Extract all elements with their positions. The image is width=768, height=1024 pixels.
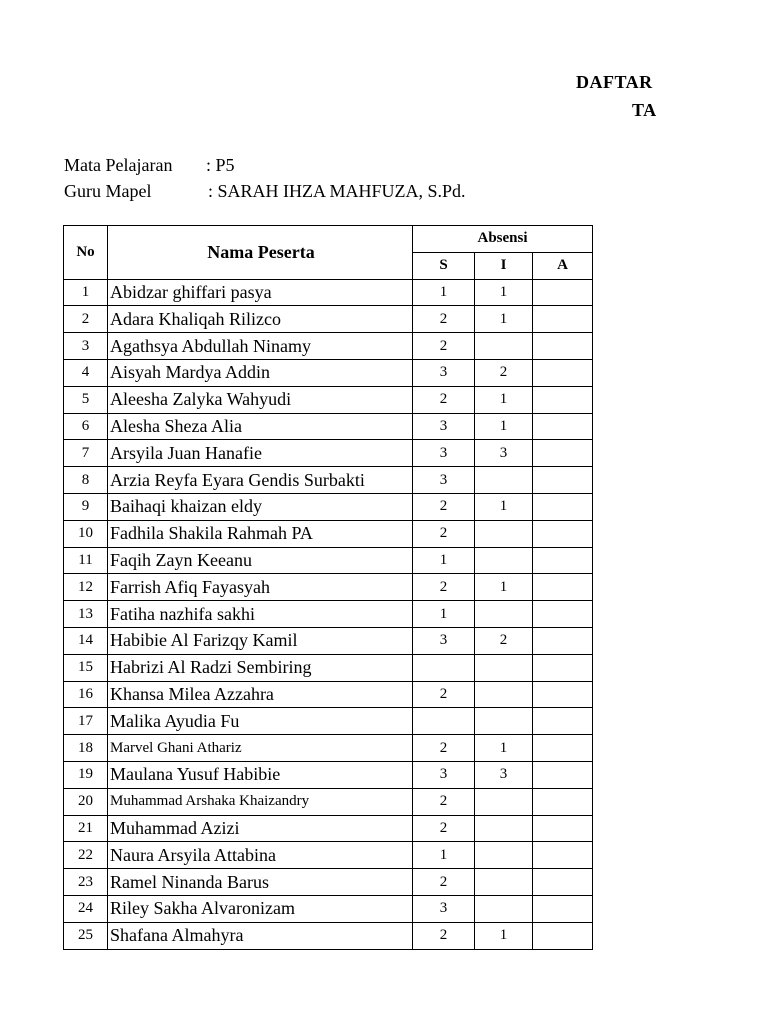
subject-row [64,155,235,176]
table-row [64,869,593,896]
row-number: 17 [64,708,108,735]
absent-count [533,386,593,413]
row-number: 8 [64,467,108,494]
student-name: Adara Khaliqah Rilizco [108,306,413,333]
row-number: 12 [64,574,108,601]
absent-count [533,601,593,628]
student-name: Muhammad Arshaka Khaizandry [108,788,413,815]
table-body [64,279,593,949]
row-number: 21 [64,815,108,842]
teacher-value: : SARAH IHZA MAHFUZA, S.Pd. [208,181,466,201]
sick-count [413,654,475,681]
sick-count [413,708,475,735]
table-row [64,547,593,574]
student-name: Aisyah Mardya Addin [108,359,413,386]
permit-count: 1 [475,413,533,440]
row-number: 2 [64,306,108,333]
absent-count [533,574,593,601]
sick-count: 3 [413,413,475,440]
absent-count [533,279,593,306]
absent-count [533,306,593,333]
absent-count [533,922,593,949]
row-number: 6 [64,413,108,440]
row-number: 23 [64,869,108,896]
row-number: 13 [64,601,108,628]
table-row [64,735,593,762]
table-row [64,306,593,333]
student-name: Baihaqi khaizan eldy [108,493,413,520]
absent-count [533,788,593,815]
permit-count: 2 [475,359,533,386]
subject-value: : P5 [206,155,235,175]
sick-count: 3 [413,627,475,654]
permit-count [475,895,533,922]
student-name: Naura Arsyila Attabina [108,842,413,869]
sick-count: 3 [413,761,475,788]
absent-count [533,654,593,681]
student-name: Fadhila Shakila Rahmah PA [108,520,413,547]
permit-count [475,547,533,574]
row-number: 22 [64,842,108,869]
sick-count: 2 [413,788,475,815]
header-no: No [64,226,108,280]
table-row [64,761,593,788]
table-row [64,493,593,520]
table-row [64,708,593,735]
table-row [64,815,593,842]
row-number: 25 [64,922,108,949]
absent-count [533,869,593,896]
table-row [64,627,593,654]
table-row [64,279,593,306]
header-absensi: Absensi [413,226,593,253]
row-number: 14 [64,627,108,654]
row-number: 24 [64,895,108,922]
table-row [64,654,593,681]
student-name: Muhammad Azizi [108,815,413,842]
absent-count [533,520,593,547]
sick-count: 3 [413,895,475,922]
permit-count: 1 [475,306,533,333]
student-name: Fatiha nazhifa sakhi [108,601,413,628]
row-number: 16 [64,681,108,708]
permit-count [475,869,533,896]
permit-count [475,333,533,360]
sick-count: 3 [413,467,475,494]
row-number: 19 [64,761,108,788]
sick-count: 2 [413,869,475,896]
sick-count: 2 [413,922,475,949]
sick-count: 2 [413,574,475,601]
table-row [64,601,593,628]
permit-count: 1 [475,574,533,601]
table-row [64,574,593,601]
student-name: Habibie Al Farizqy Kamil [108,627,413,654]
sick-count: 2 [413,815,475,842]
student-name: Maulana Yusuf Habibie [108,761,413,788]
sick-count: 2 [413,386,475,413]
permit-count [475,654,533,681]
absent-count [533,467,593,494]
student-name: Habrizi Al Radzi Sembiring [108,654,413,681]
student-name: Marvel Ghani Athariz [108,735,413,762]
student-name: Alesha Sheza Alia [108,413,413,440]
table-row [64,895,593,922]
sick-count: 1 [413,842,475,869]
permit-count: 1 [475,493,533,520]
table-row [64,413,593,440]
student-name: Abidzar ghiffari pasya [108,279,413,306]
row-number: 3 [64,333,108,360]
permit-count [475,842,533,869]
permit-count: 1 [475,735,533,762]
permit-count: 1 [475,279,533,306]
sick-count: 1 [413,601,475,628]
row-number: 10 [64,520,108,547]
student-name: Arzia Reyfa Eyara Gendis Surbakti [108,467,413,494]
sick-count: 1 [413,279,475,306]
subject-label: Mata Pelajaran [64,155,173,175]
sick-count: 2 [413,735,475,762]
header-i: I [475,252,533,279]
permit-count [475,601,533,628]
row-number: 20 [64,788,108,815]
absent-count [533,413,593,440]
permit-count: 1 [475,386,533,413]
student-name: Aleesha Zalyka Wahyudi [108,386,413,413]
row-number: 1 [64,279,108,306]
sick-count: 3 [413,440,475,467]
table-row [64,922,593,949]
permit-count: 3 [475,440,533,467]
title-clip [0,60,657,130]
header-s: S [413,252,475,279]
student-name: Shafana Almahyra [108,922,413,949]
permit-count [475,708,533,735]
absent-count [533,440,593,467]
table-row [64,440,593,467]
table-row [64,333,593,360]
absent-count [533,815,593,842]
permit-count: 2 [475,627,533,654]
row-number: 15 [64,654,108,681]
teacher-row [64,181,466,202]
absent-count [533,359,593,386]
teacher-label: Guru Mapel [64,181,152,201]
document-title-line1: DAFTAR [576,72,653,92]
header-a: A [533,252,593,279]
attendance-table [63,225,593,950]
permit-count [475,467,533,494]
student-name: Khansa Milea Azzahra [108,681,413,708]
absent-count [533,547,593,574]
permit-count [475,681,533,708]
absent-count [533,627,593,654]
student-name: Malika Ayudia Fu [108,708,413,735]
table-row [64,386,593,413]
permit-count [475,815,533,842]
absent-count [533,895,593,922]
permit-count: 1 [475,922,533,949]
student-name: Arsyila Juan Hanafie [108,440,413,467]
row-number: 9 [64,493,108,520]
table-row [64,359,593,386]
absent-count [533,333,593,360]
header-nama: Nama Peserta [108,226,413,280]
table-row [64,681,593,708]
absent-count [533,681,593,708]
row-number: 11 [64,547,108,574]
table-row [64,520,593,547]
student-name: Ramel Ninanda Barus [108,869,413,896]
sick-count: 2 [413,493,475,520]
sick-count: 3 [413,359,475,386]
row-number: 7 [64,440,108,467]
absent-count [533,708,593,735]
table-row [64,788,593,815]
table-row [64,467,593,494]
permit-count: 3 [475,761,533,788]
row-number: 18 [64,735,108,762]
sick-count: 2 [413,333,475,360]
document-title-line2: TA [632,100,657,120]
permit-count [475,520,533,547]
absent-count [533,493,593,520]
absent-count [533,735,593,762]
row-number: 4 [64,359,108,386]
sick-count: 2 [413,681,475,708]
student-name: Riley Sakha Alvaronizam [108,895,413,922]
absent-count [533,842,593,869]
table-row [64,842,593,869]
student-name: Farrish Afiq Fayasyah [108,574,413,601]
student-name: Agathsya Abdullah Ninamy [108,333,413,360]
sick-count: 1 [413,547,475,574]
row-number: 5 [64,386,108,413]
sick-count: 2 [413,306,475,333]
absent-count [533,761,593,788]
student-name: Faqih Zayn Keeanu [108,547,413,574]
sick-count: 2 [413,520,475,547]
permit-count [475,788,533,815]
